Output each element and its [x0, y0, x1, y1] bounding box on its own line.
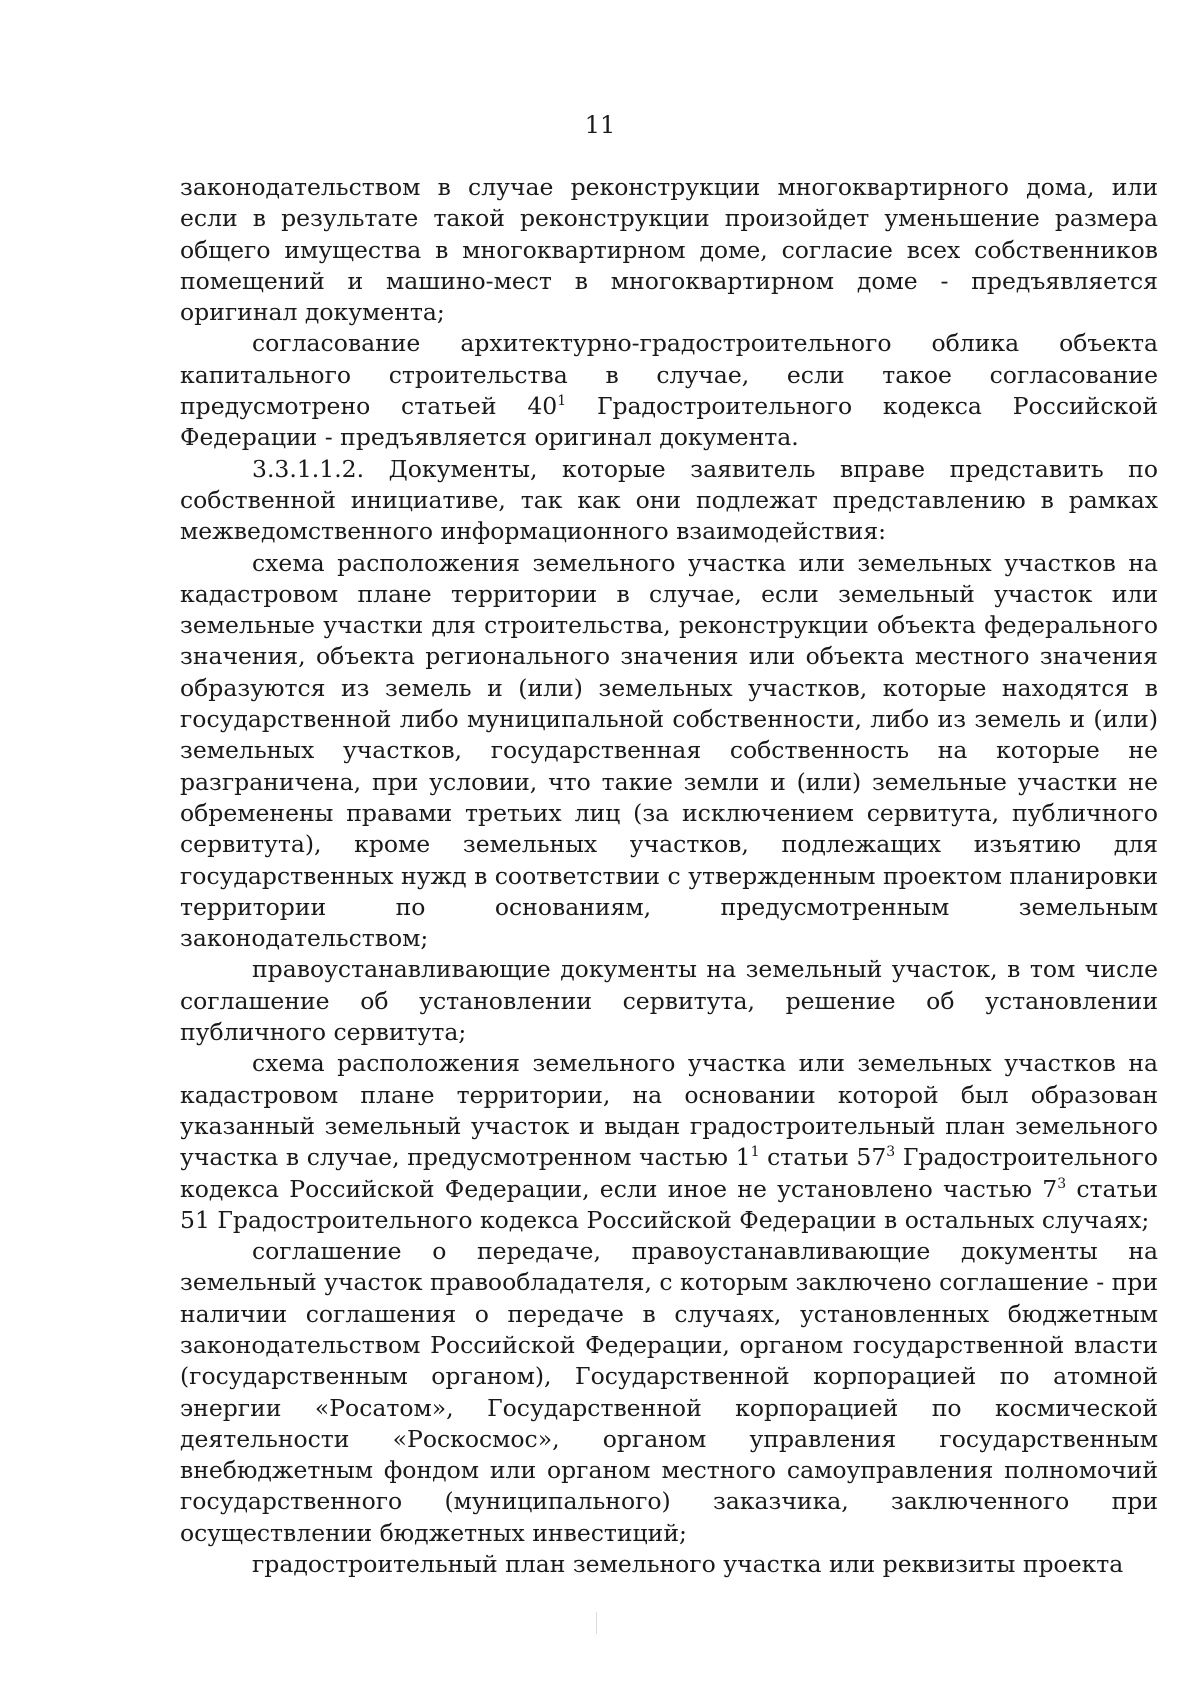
paragraph: схема расположения земельного участка или земельных участков на кадастровом плане территории в случае, если земельный участок или земельные участки для строительства, реконструкции объекта федерального значения, объекта регионального значения или объекта местного значения образуются из земель и (или) земельных участков, которые находятся в государственной либо муниципальной собственности, либо из земель и (или) земельных участков, государственная собственность на которые не разграничена, при условии, что такие земли и (или) земельные участки не обременены правами третьих лиц (за исключением сервитута, публичного сервитута), кроме земельных участков, подлежащих изъятию для государственных нужд в соответствии с утвержденным проектом планировки территории по основаниям, предусмотренным земельным законодательством; [180, 548, 1159, 953]
document-body [180, 172, 1158, 1580]
paragraph-text: статьи 57 [759, 1143, 887, 1172]
paragraph-text: статьи 51 Градостроительного кодекса Российской Федерации в остальных случаях; [180, 1174, 1158, 1234]
paragraph: соглашение о передаче, правоустанавливающие документы на земельный участок правообладателя, с которым заключено соглашение - при наличии соглашения о передаче в случаях, установленных бюджетным законодательством Российской Федерации, органом государственной власти (государственным органом), Государственной корпорацией по атомной энергии «Росатом», Государственной корпорацией по космической деятельности «Роскосмос», органом управления государственным внебюджетным фондом или органом местного самоуправления полномочий государственного (муниципального) заказчика, заключенного при осуществлении бюджетных инвестиций; [180, 1237, 1158, 1547]
scan-artifact [596, 1612, 597, 1634]
paragraph-text: Градостроительного кодекса Российской Федерации, если иное не установлено частью 7 [180, 1143, 1158, 1203]
paragraph [180, 328, 1158, 453]
paragraph-text: согласование архитектурно-градостроительного облика объекта капитального строительства в случае, если такое согласование предусмотрено статьей 40 [180, 329, 1158, 421]
paragraph: законодательством в случае реконструкции многоквартирного дома, или если в результате такой реконструкции произойдет уменьшение размера общего имущества в многоквартирном доме, согласие всех собственников помещений и машино-мест в многоквартирном доме - предъявляется оригинал документа; [180, 173, 1158, 327]
superscript: 1 [750, 1144, 760, 1161]
paragraph-text: схема расположения земельного участка или земельных участков на кадастровом плане территории, на основании которой был образован указанный земельный участок и выдан градостроительный план земельного участка в случае, предусмотренном частью 1 [180, 1049, 1158, 1172]
page-number: 11 [584, 111, 616, 139]
paragraph-text: Градостроительного кодекса Российской Федерации - предъявляется оригинал документа. [180, 392, 1158, 452]
paragraph: градостроительный план земельного участка или реквизиты проекта [252, 1550, 1124, 1579]
superscript: 3 [886, 1144, 896, 1161]
superscript: 3 [1057, 1175, 1067, 1192]
superscript: 1 [557, 393, 567, 410]
paragraph [180, 1048, 1158, 1236]
paragraph: правоустанавливающие документы на земельный участок, в том числе соглашение об установлении сервитута, решение об установлении публичного сервитута; [180, 955, 1158, 1047]
paragraph: 3.3.1.1.2. Документы, которые заявитель вправе представить по собственной инициативе, так как они подлежат представлению в рамках межведомственного информационного взаимодействия: [180, 454, 1158, 546]
